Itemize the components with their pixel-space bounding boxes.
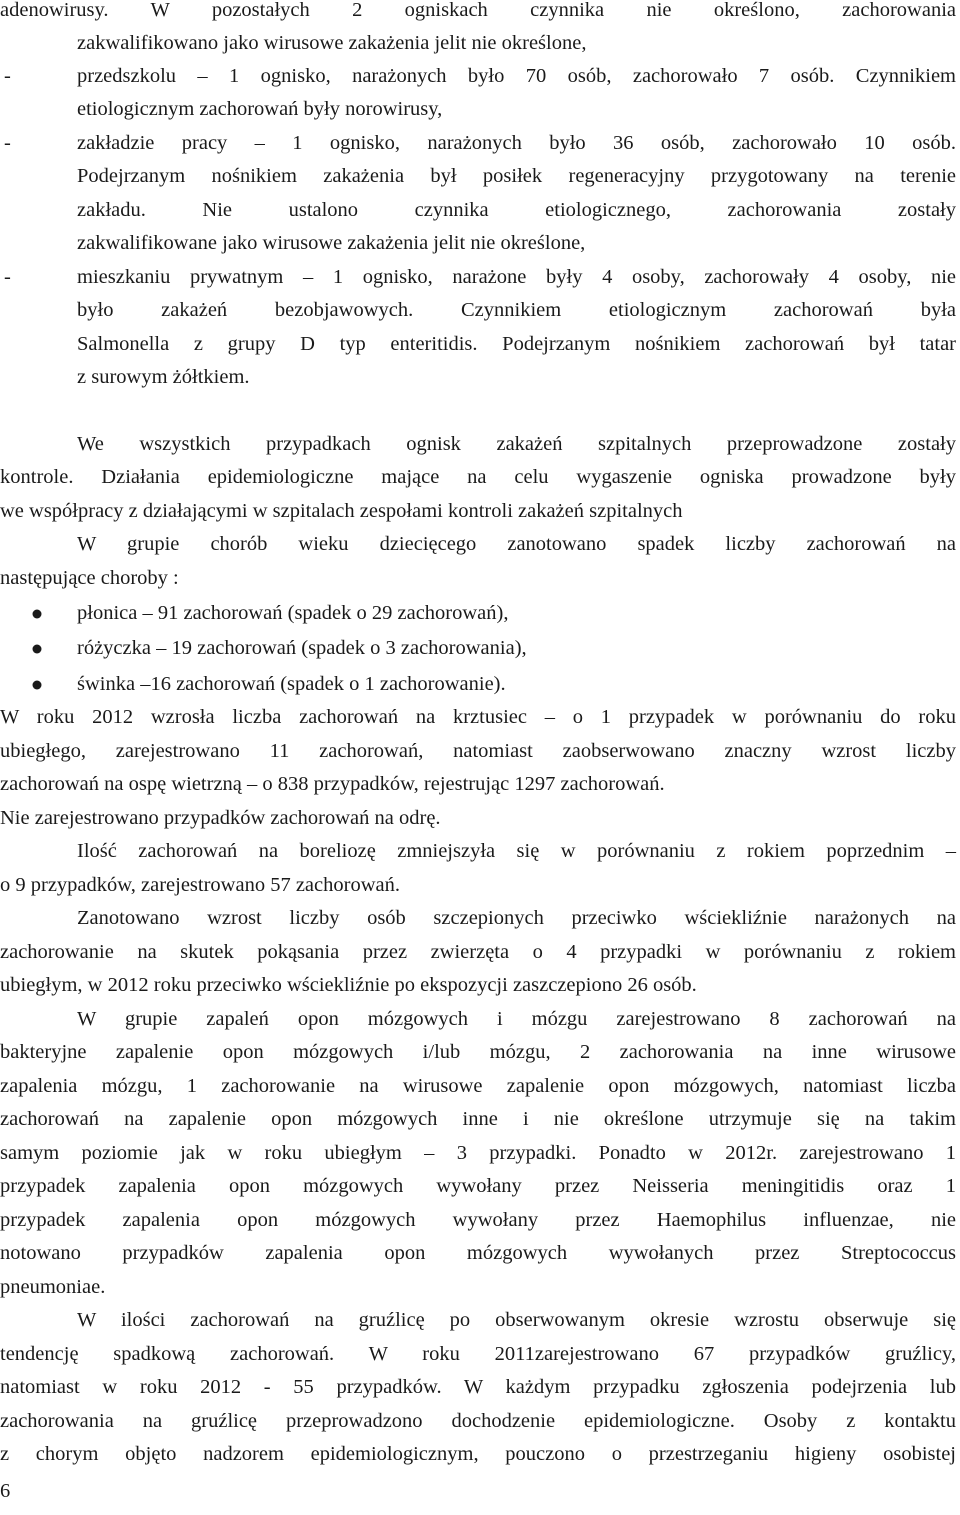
text-line-content: W ilości zachorowań na gruźlicę po obserwowanym okresie wzrostu obserwuje się	[77, 1309, 956, 1331]
text-line-content: zachorowań na ospę wietrzną – o 838 przypadków, rejestrując 1297 zachorowań.	[0, 773, 665, 795]
bullet-icon	[30, 642, 44, 656]
text-line-content: bakteryjne zapalenie opon mózgowych i/lub mózgu, 2 zachorowania na inne wirusowe	[0, 1041, 956, 1063]
text-line-content: samym poziomie jak w roku ubiegłym – 3 przypadki. Ponadto w 2012r. zarejestrowano 1	[0, 1142, 956, 1164]
text-line-content: z chorym objęto nadzorem epidemiologicznym, pouczono o przestrzeganiu higieny osobistej	[0, 1443, 956, 1465]
text-line	[77, 839, 956, 863]
text-line-content: ubiegłego, zarejestrowano 11 zachorowań, natomiast zaobserwowano znaczny wzrost liczby	[0, 740, 956, 762]
text-line	[77, 164, 956, 188]
text-line-content: było zakażeń bezobjawowych. Czynnikiem etiologicznym zachorowań była	[77, 299, 956, 321]
text-line-content: przypadek zapalenia opon mózgowych wywołany przez Neisseria meningitidis oraz 1	[0, 1175, 956, 1197]
text-line-content: świnka –16 zachorowań (spadek o 1 zachorowanie).	[77, 673, 506, 695]
text-line	[77, 1007, 956, 1031]
text-line	[0, 566, 956, 590]
text-line	[0, 1141, 956, 1165]
text-line-content: zachorowań na zapalenie opon mózgowych inne i nie określone utrzymuje się na takim	[0, 1108, 956, 1130]
text-line	[77, 532, 956, 556]
text-line	[0, 973, 956, 997]
text-line-content: mieszkaniu prywatnym – 1 ognisko, narażone były 4 osoby, zachorowały 4 osoby, nie	[77, 266, 956, 288]
list-dash-marker: -	[4, 65, 11, 87]
text-line-content: zachorowanie na skutek pokąsania przez zwierzęta o 4 przypadki w porównaniu z rokiem	[0, 941, 956, 963]
text-line	[77, 636, 956, 660]
text-line-content: We wszystkich przypadkach ognisk zakażeń szpitalnych przeprowadzone zostały	[77, 433, 956, 455]
text-line	[77, 265, 956, 289]
text-line-content: Podejrzanym nośnikiem zakażenia był posiłek regeneracyjny przygotowany na terenie	[77, 165, 956, 187]
text-line	[0, 1275, 956, 1299]
text-line	[0, 739, 956, 763]
text-line-content: zachorowania na gruźlicę przeprowadzono dochodzenie epidemiologiczne. Osoby z kontaktu	[0, 1410, 956, 1432]
text-line	[0, 1074, 956, 1098]
text-line	[77, 231, 956, 255]
text-line	[0, 499, 956, 523]
text-line	[77, 198, 956, 222]
text-line-content: ubiegłym, w 2012 roku przeciwko wściekliźnie po ekspozycji zaszczepiono 26 osób.	[0, 974, 697, 996]
text-line	[77, 131, 956, 155]
text-line	[77, 332, 956, 356]
text-line	[0, 1409, 956, 1433]
text-line-content: Salmonella z grupy D typ enteritidis. Podejrzanym nośnikiem zachorowań był tatar	[77, 333, 956, 355]
text-line-content: pneumoniae.	[0, 1276, 106, 1298]
text-line-content: we współpracy z działającymi w szpitalach zespołami kontroli zakażeń szpitalnych	[0, 500, 683, 522]
text-line	[0, 806, 956, 830]
text-line	[77, 365, 956, 389]
text-line-content: o 9 przypadków, zarejestrowano 57 zachorowań.	[0, 874, 400, 896]
text-line	[77, 672, 956, 696]
text-line	[77, 601, 956, 625]
text-line	[77, 31, 956, 55]
text-line	[0, 1241, 956, 1265]
text-line-content: zapalenia mózgu, 1 zachorowanie na wirusowe zapalenie opon mózgowych, natomiast liczba	[0, 1075, 956, 1097]
list-dash-marker: -	[4, 266, 11, 288]
text-line-content: płonica – 91 zachorowań (spadek o 29 zachorowań),	[77, 602, 509, 624]
text-line-content: tendencję spadkową zachorowań. W roku 2011zarejestrowano 67 przypadków gruźlicy,	[0, 1343, 956, 1365]
bullet-icon	[30, 607, 44, 621]
text-line-content: z surowym żółtkiem.	[77, 366, 250, 388]
text-line-content: następujące choroby :	[0, 567, 179, 589]
text-line	[0, 1442, 956, 1466]
text-line-content: natomiast w roku 2012 - 55 przypadków. W każdym przypadku zgłoszenia podejrzenia lub	[0, 1376, 956, 1398]
bullet-icon	[30, 678, 44, 692]
text-line	[77, 906, 956, 930]
text-line-content: przypadek zapalenia opon mózgowych wywołany przez Haemophilus influenzae, nie	[0, 1209, 956, 1231]
text-line	[77, 298, 956, 322]
text-line-content: zakładzie pracy – 1 ognisko, narażonych było 36 osób, zachorowało 10 osób.	[77, 132, 956, 154]
text-line-content: notowano przypadków zapalenia opon mózgowych wywołanych przez Streptococcus	[0, 1242, 956, 1264]
text-line	[0, 873, 956, 897]
text-line-content: W roku 2012 wzrosła liczba zachorowań na krztusiec – o 1 przypadek w porównaniu do roku	[0, 706, 956, 728]
text-line	[0, 1375, 956, 1399]
text-line	[0, 1208, 956, 1232]
text-line-content: różyczka – 19 zachorowań (spadek o 3 zachorowania),	[77, 637, 527, 659]
text-line	[77, 64, 956, 88]
text-line	[0, 772, 956, 796]
text-line	[77, 432, 956, 456]
text-line-content: Zanotowano wzrost liczby osób szczepionych przeciwko wściekliźnie narażonych na	[77, 907, 956, 929]
text-line-content: adenowirusy. W pozostałych 2 ogniskach czynnika nie określono, zachorowania	[0, 0, 956, 21]
text-line	[0, 705, 956, 729]
text-line-content: kontrole. Działania epidemiologiczne mające na celu wygaszenie ogniska prowadzone były	[0, 466, 956, 488]
text-line	[0, 1107, 956, 1131]
text-line	[0, 1342, 956, 1366]
text-line-content: zakwalifikowane jako wirusowe zakażenia jelit nie określone,	[77, 232, 586, 254]
text-line	[0, 0, 956, 22]
text-line-content: zakładu. Nie ustalono czynnika etiologicznego, zachorowania zostały	[77, 199, 956, 221]
text-line	[0, 1040, 956, 1064]
text-line-content: W grupie zapaleń opon mózgowych i mózgu zarejestrowano 8 zachorowań na	[77, 1008, 956, 1030]
list-dash-marker: -	[4, 132, 11, 154]
text-line-content: Ilość zachorowań na boreliozę zmniejszyła się w porównaniu z rokiem poprzednim –	[77, 840, 956, 862]
text-line-content: etiologicznym zachorowań były norowirusy,	[77, 98, 443, 120]
text-line	[77, 97, 956, 121]
text-line	[77, 1308, 956, 1332]
text-line	[0, 1174, 956, 1198]
text-line	[0, 465, 956, 489]
text-line-content: przedszkolu – 1 ognisko, narażonych było 70 osób, zachorowało 7 osób. Czynnikiem	[77, 65, 956, 87]
text-line-content: zakwalifikowano jako wirusowe zakażenia jelit nie określone,	[77, 32, 587, 54]
page-number: 6	[0, 1480, 11, 1502]
text-line-content: W grupie chorób wieku dziecięcego zanotowano spadek liczby zachorowań na	[77, 533, 956, 555]
text-line	[0, 940, 956, 964]
text-line-content: Nie zarejestrowano przypadków zachorowań na odrę.	[0, 807, 441, 829]
